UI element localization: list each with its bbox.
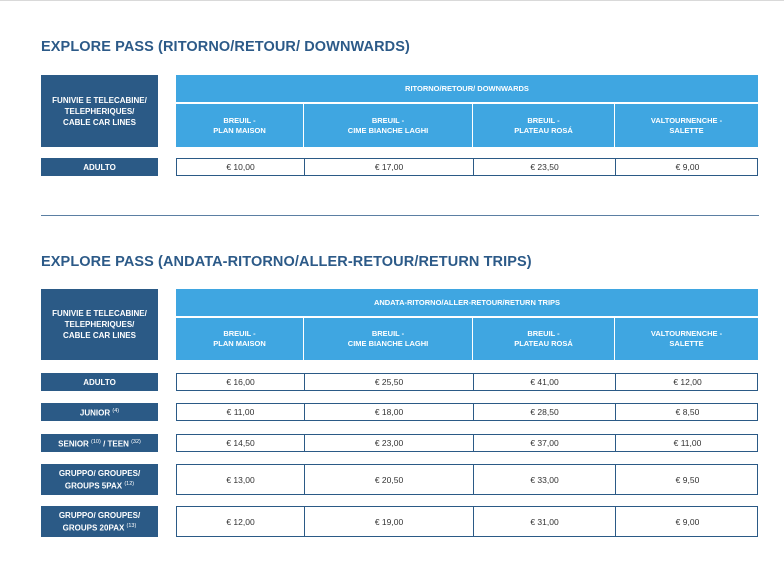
row-label — [41, 158, 158, 176]
price-cell — [304, 374, 473, 390]
price-cell — [473, 404, 615, 420]
row-label — [41, 373, 158, 391]
price-value: € 33,00 — [530, 474, 559, 485]
price-cell — [177, 507, 304, 536]
row-label-line — [83, 162, 116, 173]
price-value: € 12,00 — [673, 377, 702, 387]
column-header — [176, 318, 303, 360]
column-header-line: BREUIL - — [223, 329, 256, 338]
price-cell — [304, 507, 473, 536]
header-label-cell — [41, 289, 158, 360]
price-cell — [615, 435, 759, 451]
column-header-line: VALTOURNENCHE - — [650, 329, 723, 338]
column-header-line: CIME BIANCHE LAGHI — [347, 125, 429, 135]
price-cell — [615, 404, 759, 420]
price-value: € 16,00 — [226, 377, 255, 387]
price-value: € 14,50 — [226, 438, 255, 448]
price-value: € 11,00 — [673, 438, 702, 448]
price-value: € 28,50 — [530, 407, 559, 417]
price-cell — [177, 159, 304, 175]
price-cell — [304, 159, 473, 175]
price-value: € 9,50 — [675, 474, 700, 485]
price-cell — [473, 465, 615, 494]
row-label-text: ADULTO — [83, 377, 116, 387]
row-label-text: GROUPS 20PAX — [62, 523, 125, 533]
price-row — [176, 464, 758, 495]
row-label-text: GRUPPO/ GROUPES/ — [58, 468, 141, 478]
row-label-text: / TEEN — [103, 439, 129, 449]
price-cell — [304, 404, 473, 420]
price-row — [176, 373, 758, 391]
column-header-line: BREUIL - — [223, 115, 256, 125]
price-cell — [177, 404, 304, 420]
header-label-line: FUNIVIE E TELECABINE/ — [52, 95, 147, 105]
column-header-line: SALETTE — [669, 125, 704, 135]
price-cell — [177, 435, 304, 451]
price-cell — [615, 465, 759, 494]
column-header-line: BREUIL - — [527, 329, 560, 338]
price-cell — [473, 435, 615, 451]
price-value: € 9,00 — [675, 162, 700, 172]
column-header-line: BREUIL - — [371, 115, 405, 125]
column-header — [473, 104, 614, 147]
price-value: € 10,00 — [226, 162, 255, 172]
row-label-text: JUNIOR — [79, 408, 111, 418]
price-value: € 31,00 — [530, 516, 559, 527]
price-cell — [177, 465, 304, 494]
section-title: EXPLORE PASS (RITORNO/RETOUR/ DOWNWARDS) — [41, 39, 410, 55]
column-header-line: SALETTE — [669, 339, 704, 348]
price-cell — [615, 507, 759, 536]
price-value: € 11,00 — [226, 407, 255, 417]
footnote-ref: (4) — [112, 407, 120, 414]
footnote-ref: (13) — [126, 522, 137, 529]
row-label-text: GRUPPO/ GROUPES/ — [58, 510, 141, 520]
price-value: € 20,50 — [374, 474, 404, 485]
price-cell — [304, 435, 473, 451]
row-label — [41, 506, 158, 537]
header-label-cell — [41, 75, 158, 147]
price-cell — [473, 507, 615, 536]
row-label — [41, 403, 158, 421]
header-label-line: TELEPHERIQUES/ — [64, 320, 135, 329]
price-value: € 17,00 — [374, 162, 404, 172]
price-value: € 19,00 — [374, 516, 404, 527]
section-divider — [41, 215, 759, 216]
row-label — [41, 464, 158, 495]
column-header-line: PLATEAU ROSÁ — [514, 125, 573, 135]
column-header-line: PLAN MAISON — [213, 125, 266, 135]
price-value: € 41,00 — [530, 377, 559, 387]
row-label-line — [65, 479, 134, 492]
price-value: € 12,00 — [226, 516, 255, 527]
column-header-line: BREUIL - — [371, 329, 405, 338]
column-header-line: PLATEAU ROSÁ — [514, 339, 573, 348]
row-label-line — [59, 468, 140, 479]
section-title: EXPLORE PASS (ANDATA-RITORNO/ALLER-RETOUR/RETURN TRIPS) — [41, 254, 532, 270]
row-label-line — [59, 510, 140, 521]
price-row — [176, 158, 758, 176]
direction-band-label: RITORNO/RETOUR/ DOWNWARDS — [405, 83, 529, 93]
column-header — [473, 318, 614, 360]
row-label-line — [83, 377, 116, 388]
header-label-line: CABLE CAR LINES — [63, 331, 136, 340]
price-cell — [615, 159, 759, 175]
row-label-line — [63, 521, 137, 534]
column-header-line: VALTOURNENCHE - — [650, 115, 723, 125]
header-label-line: TELEPHERIQUES/ — [64, 106, 135, 116]
price-cell — [473, 374, 615, 390]
price-cell — [615, 374, 759, 390]
row-label-text: GROUPS 5PAX — [64, 481, 123, 491]
price-cell — [177, 374, 304, 390]
price-value: € 23,50 — [530, 162, 559, 172]
column-header-line: CIME BIANCHE LAGHI — [347, 339, 429, 348]
price-row — [176, 403, 758, 421]
row-label-line — [58, 437, 141, 450]
price-cell — [473, 159, 615, 175]
footnote-ref: (12) — [124, 480, 135, 487]
price-value: € 9,00 — [675, 516, 700, 527]
direction-band — [176, 75, 758, 102]
column-header — [176, 104, 303, 147]
price-value: € 18,00 — [374, 407, 404, 417]
price-value: € 13,00 — [226, 474, 255, 485]
header-label-line: CABLE CAR LINES — [63, 117, 136, 127]
price-cell — [304, 465, 473, 494]
price-row — [176, 506, 758, 537]
footnote-ref: (32) — [131, 438, 141, 445]
column-header — [615, 104, 758, 147]
direction-band-label: ANDATA-RITORNO/ALLER-RETOUR/RETURN TRIPS — [373, 297, 561, 307]
price-value: € 37,00 — [530, 438, 559, 448]
row-label-text: ADULTO — [83, 162, 116, 172]
direction-band — [176, 289, 758, 316]
column-header — [304, 104, 472, 147]
row-label-line — [80, 406, 119, 419]
price-value: € 23,00 — [374, 438, 404, 448]
column-header-line: BREUIL - — [527, 115, 560, 125]
row-label-text: SENIOR — [58, 439, 89, 449]
row-label — [41, 434, 158, 452]
price-row — [176, 434, 758, 452]
price-value: € 25,50 — [374, 377, 404, 387]
footnote-ref: (10) — [91, 438, 101, 445]
price-value: € 8,50 — [675, 407, 700, 417]
column-header — [304, 318, 472, 360]
column-header — [615, 318, 758, 360]
column-header-line: PLAN MAISON — [213, 339, 266, 348]
header-label-line: FUNIVIE E TELECABINE/ — [52, 309, 147, 318]
